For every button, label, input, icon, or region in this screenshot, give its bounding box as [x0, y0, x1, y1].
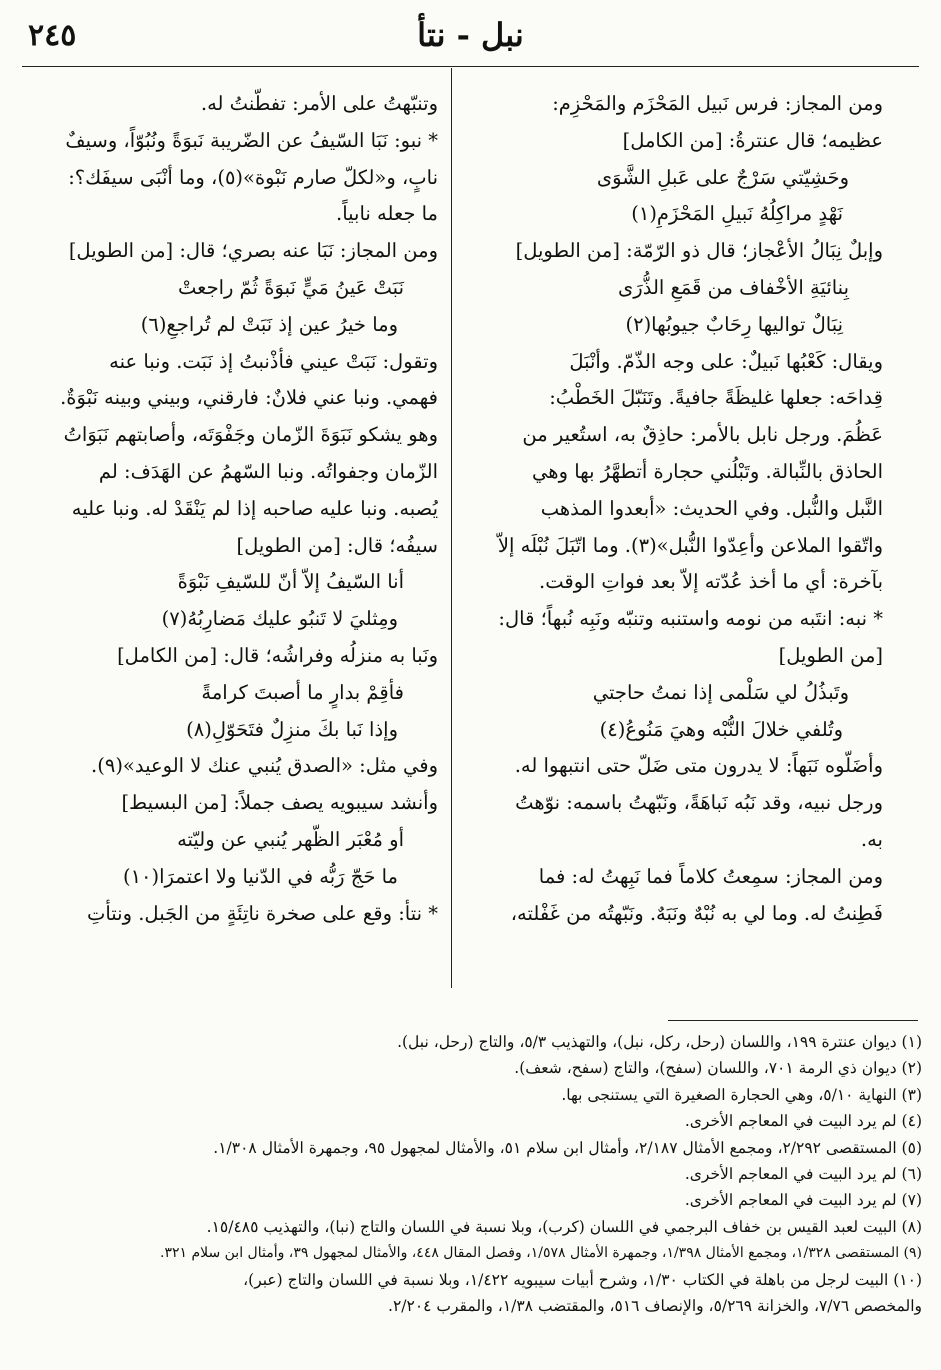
text-line: وتقول: نَبَتْ عيني فأذْنبتُ إذ نَبَت. ونبا عنه [109, 349, 438, 373]
text-line: به. [860, 827, 883, 851]
text-line: وتنبّهتُ على الأمر: تفطّنتُ له. [200, 92, 438, 115]
entry-head-line: * نبه: انتَبه من نومه واستنبه وتنبّه ونَبِه نُبهاً؛ قال: [498, 607, 883, 631]
footnote: (٣) النهاية ٥/١٠، وهي الحجارة الصغيرة التي يستنجى بها. [561, 1085, 922, 1104]
running-head: نبل - نتأ [417, 16, 524, 54]
verse-line: نَهْدٍ مراكِلُهُ نَبيلِ المَحْزَمِ(١) [631, 202, 843, 226]
right-column [465, 86, 883, 932]
verse-line: وإذا نَبا بكَ منزِلٌ فتَحَوّلِ(٨) [186, 717, 398, 741]
entry-head-line: * نتأ: وقع على صخرة ناتِئَةٍ من الجَبل. ونتأتِ [87, 901, 438, 925]
text-line: ونَبا به منزلُه وفراشُه؛ قال: [من الكامل] [117, 643, 438, 667]
footnote-rule [668, 1020, 918, 1021]
page-header [0, 0, 941, 70]
text-line: وأضَلّوه نَبَهاً: لا يدرون متى ضَلّ حتى انتبهوا له. [514, 754, 883, 778]
text-line: ورجل نبيه، وقد نَبُه نَباهَةً، ونَبّهتُ باسمه: نوّهتُ [515, 791, 883, 815]
text-line: الزّمان وجفواتُه. ونبا السّهمُ عن الهَدَف: لم [98, 459, 438, 483]
left-column [20, 86, 438, 932]
text-line: قِداحَه: جعلها غليظَةً جافيةً. وتَنَبّلَ الخَطْبُ: [549, 386, 883, 410]
entry-head-line: * نبو: نَبَا السّيفُ عن الضّريبة نَبوَةً ونُبُوّاً، وسيفٌ [65, 128, 438, 152]
text-line: ما جعله نابياً. [336, 202, 438, 226]
text-line: فَطِنتُ له. وما لي به نُبْهٌ ونَبَهٌ. ونَبّهتُه من غَفْلته، [510, 901, 883, 925]
footnote: والمخصص ٧/٧٦، والخزانة ٥/٢٦٩، والإنصاف ٥١٦، والمقتضب ١/٣٨، والمقرب ٢/٢٠٤. [388, 1296, 922, 1315]
text-line: سيفُه؛ قال: [من الطويل] [236, 533, 438, 557]
text-line: ومن المجاز: نَبَا عنه بصري؛ قال: [من الطويل] [68, 239, 438, 263]
text-line: الحاذق بالنِّبالة. وتَبْلُني حجارة أتطهَّرُ بها وهي [532, 459, 883, 483]
verse-line: وتُلفي خلالَ النُّبْه وهيَ مَنُوعُ(٤) [599, 717, 843, 741]
text-line: وأنشد سيبويه يصف جملاً: [من البسيط] [121, 791, 438, 815]
header-rule [22, 66, 919, 67]
text-line: وفي مثل: «الصدق يُنبي عنك لا الوعيد»(٩). [91, 754, 438, 778]
text-line: وهو يشكو نَبَوَةَ الزّمان وجَفْوَتَه، وأصابتهم نَبَوَاتُ [63, 423, 438, 447]
verse-line: أنا السّيفُ إلاّ أنّ للسّيفِ نَبْوَةً [177, 570, 404, 594]
footnotes [22, 1029, 922, 1319]
footnote: (٩) المستقصى ١/٣٢٨، ومجمع الأمثال ١/٣٩٨، وجمهرة الأمثال ١/٥٧٨، وفصل المقال ٤٤٨، والأمثال لمجهول ٣٩، وأمثال ابن سلام ٣٢١. [159, 1245, 922, 1262]
text-line: ويقال: كَعْبُها نَبيلٌ: على وجه الذّمّ. وأنْبَلَ [569, 349, 883, 373]
verse-line: ما حَجّ رَبُّه في الدّنيا ولا اعتمرَا(١٠) [122, 864, 398, 888]
verse-line: ومِثليَ لا تَنبُو عليك مَضارِبُهُ(٧) [161, 607, 398, 631]
verse-line: فأقِمْ بدارٍ ما أصبتَ كرامةً [201, 680, 404, 704]
page-number: ٢٤٥ [28, 18, 77, 53]
verse-line: وحَشِيّتي سَرْجٌ على عَبلِ الشَّوَى [596, 165, 849, 189]
verse-line: وما خيرُ عين إذ نَبَتْ لم تُراجعِ(٦) [140, 312, 398, 336]
text-line: وإبلٌ نِبَالُ الأعْجاز؛ قال ذو الرّمّة: [من الطويل] [515, 239, 883, 263]
text-line: ومن المجاز: فرس نَبيل المَحْزَم والمَحْزِم: [552, 92, 883, 115]
footnote: (٧) لم يرد البيت في المعاجم الأخرى. [684, 1191, 922, 1210]
text-line: النَّبل والنُّبل. وفي الحديث: «أبعدوا المذهب [540, 496, 883, 520]
verse-line: نَبَتْ عَينُ مَيٍّ نَبوَةً ثُمّ راجعتْ [178, 275, 404, 299]
footnote: (٨) البيت لعبد القيس بن خفاف البرجمي في اللسان (كرب)، وبلا نسبة في اللسان والتاج (نبا)، والتهذيب ١٥/٤٨٥. [206, 1217, 922, 1236]
footnote: (١) ديوان عنترة ١٩٩، واللسان (رحل، ركل، نبل)، والتهذيب ٥/٣، والتاج (رحل، نبل). [397, 1033, 922, 1051]
text-line: عَظُمَ. ورجل نابل بالأمر: حاذِقٌ به، استُعير من [522, 423, 883, 447]
text-line: [من الطويل] [778, 643, 883, 667]
text-line: نابٍ، و«لكلّ صارم نَبْوة»(٥)، وما أنْبَى سيفَك؟: [68, 165, 438, 189]
verse-line: أو مُعْبَر الظّهر يُنبي عن وليّته [177, 827, 404, 851]
text-line: ومن المجاز: سمِعتُ كلاماً فما نَبِهتُ له: فما [538, 864, 883, 888]
footnote: (٢) ديوان ذي الرمة ٧٠١، واللسان (سفح)، والتاج (سفح، شعف). [514, 1059, 922, 1078]
text-line: فهمي. ونبا عني فلانٌ: فارقني، وبيني وبينه نَبْوَةٌ. [60, 386, 438, 410]
footnote: (٥) المستقصى ٢/٢٩٢، ومجمع الأمثال ٢/١٨٧، وأمثال ابن سلام ٥١، والأمثال لمجهول ٩٥، وجمهرة الأمثال ١/٣٠٨. [213, 1138, 922, 1157]
verse-line: بِنائيَةِ الأخْفاف من قَمَعِ الذُّرَى [618, 275, 849, 299]
verse-line: وتَبذُلُ لي سَلْمى إذا نمتُ حاجتي [592, 680, 849, 704]
text-line: عظيمه؛ قال عنترةُ: [من الكامل] [622, 128, 883, 152]
footnote: (١٠) البيت لرجل من باهلة في الكتاب ١/٣٠، وشرح أبيات سيبويه ١/٤٢٢، وبلا نسبة في اللسان والتاج (عبر)، [243, 1270, 922, 1289]
column-divider [451, 68, 452, 988]
footnote: (٤) لم يرد البيت في المعاجم الأخرى. [684, 1112, 922, 1131]
text-line: يُصبه. ونبا عليه صاحبه إذا لم يَنْقَدْ له. ونبا عليه [71, 496, 438, 520]
verse-line: نِبَالٌ تواليها رِحَابٌ جيوبُها(٢) [625, 312, 843, 336]
text-line: واتّقوا الملاعن وأعِدّوا النُّبل»(٣). وما اتّبَلَ نُبْلَه إلاّ [497, 533, 883, 557]
text-line: بآخرة: أي ما أخذ عُدّته إلاّ بعد فواتِ الوقت. [539, 570, 883, 594]
footnote: (٦) لم يرد البيت في المعاجم الأخرى. [684, 1164, 922, 1183]
